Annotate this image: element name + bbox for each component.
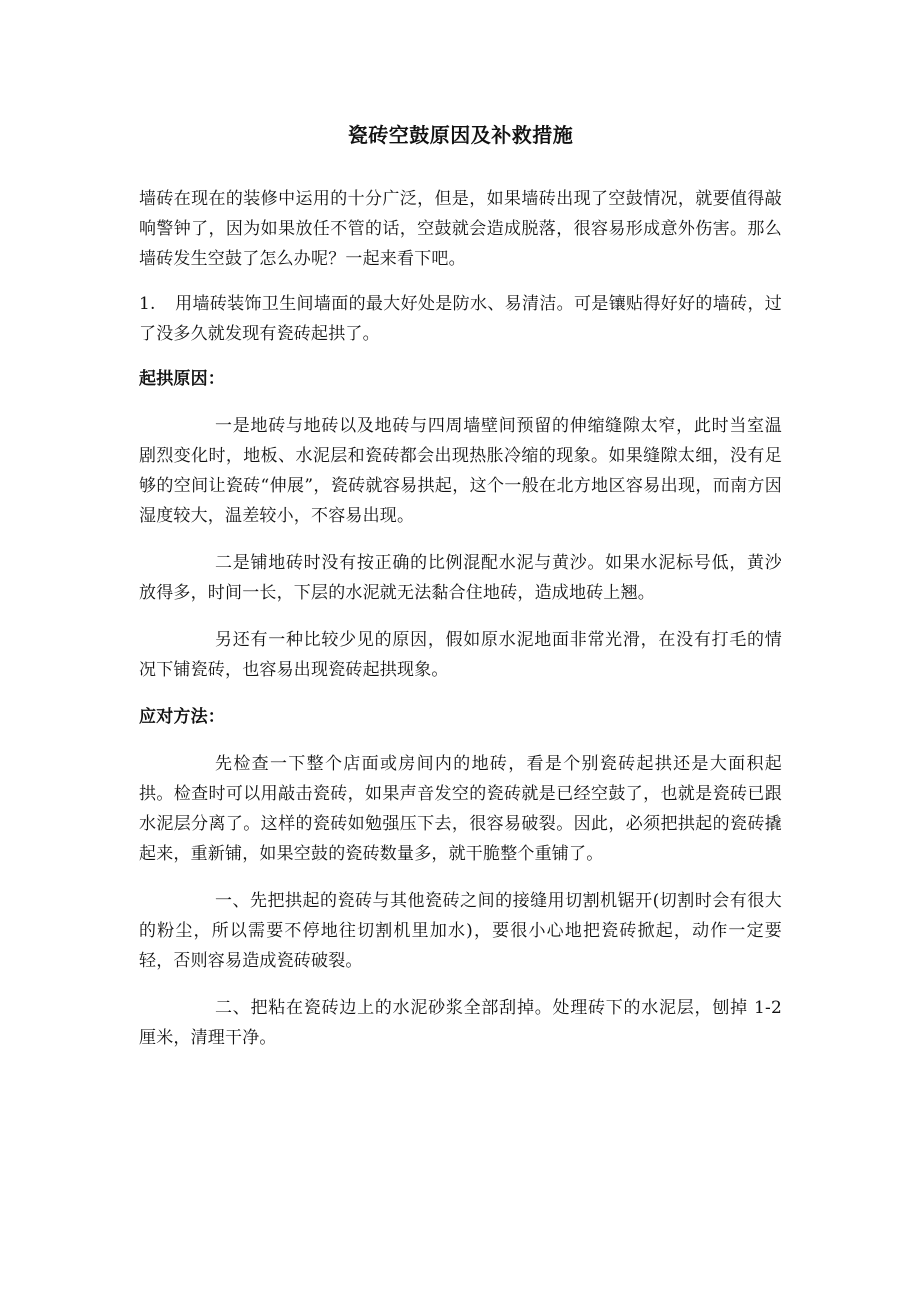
intro-paragraph: 墙砖在现在的装修中运用的十分广泛，但是，如果墙砖出现了空鼓情况，就要值得敲响警钟了，因为如果放任不管的话，空鼓就会造成脱落，很容易形成意外伤害。那么墙砖发生空鼓了怎么办呢？一起来看下吧。 <box>139 189 782 269</box>
method-heading: 应对方法： <box>139 707 225 727</box>
cause-heading: 起拱原因： <box>139 369 225 389</box>
cause-paragraph-3: 另还有一种比较少见的原因，假如原水泥地面非常光滑，在没有打毛的情况下铺瓷砖，也容易出现瓷砖起拱现象。 <box>139 630 782 680</box>
cause-paragraph-1: 一是地砖与地砖以及地砖与四周墙壁间预留的伸缩缝隙太窄，此时当室温剧烈变化时，地板、水泥层和瓷砖都会出现热胀冷缩的现象。如果缝隙太细，没有足够的空间让瓷砖“伸展”，瓷砖就容易拱起，这个一般在北方地区容易出现，而南方因湿度较大，温差较小，不容易出现。 <box>139 416 782 526</box>
point-1-number: 1. <box>139 294 156 314</box>
method-paragraph-2: 一、先把拱起的瓷砖与其他瓷砖之间的接缝用切割机锯开(切割时会有很大的粉尘，所以需要不停地往切割机里加水)，要很小心地把瓷砖掀起，动作一定要轻，否则容易造成瓷砖破裂。 <box>139 891 782 971</box>
cause-paragraph-2: 二是铺地砖时没有按正确的比例混配水泥与黄沙。如果水泥标号低，黄沙放得多，时间一长，下层的水泥就无法黏合住地砖，造成地砖上翘。 <box>139 553 782 603</box>
document-title: 瓷砖空鼓原因及补救措施 <box>347 123 574 147</box>
method-paragraph-3: 二、把粘在瓷砖边上的水泥砂浆全部刮掉。处理砖下的水泥层，刨掉 1-2 厘米，清理干净。 <box>139 998 782 1048</box>
point-1-text: 用墙砖装饰卫生间墙面的最大好处是防水、易清洁。可是镶贴得好好的墙砖，过了没多久就发现有瓷砖起拱了。 <box>139 294 782 344</box>
point-1-paragraph <box>139 289 782 349</box>
method-paragraph-1: 先检查一下整个店面或房间内的地砖，看是个别瓷砖起拱还是大面积起拱。检查时可以用敲击瓷砖，如果声音发空的瓷砖就是已经空鼓了，也就是瓷砖已跟水泥层分离了。这样的瓷砖如勉强压下去，很容易破裂。因此，必须把拱起的瓷砖撬起来，重新铺，如果空鼓的瓷砖数量多，就干脆整个重铺了。 <box>139 754 782 864</box>
